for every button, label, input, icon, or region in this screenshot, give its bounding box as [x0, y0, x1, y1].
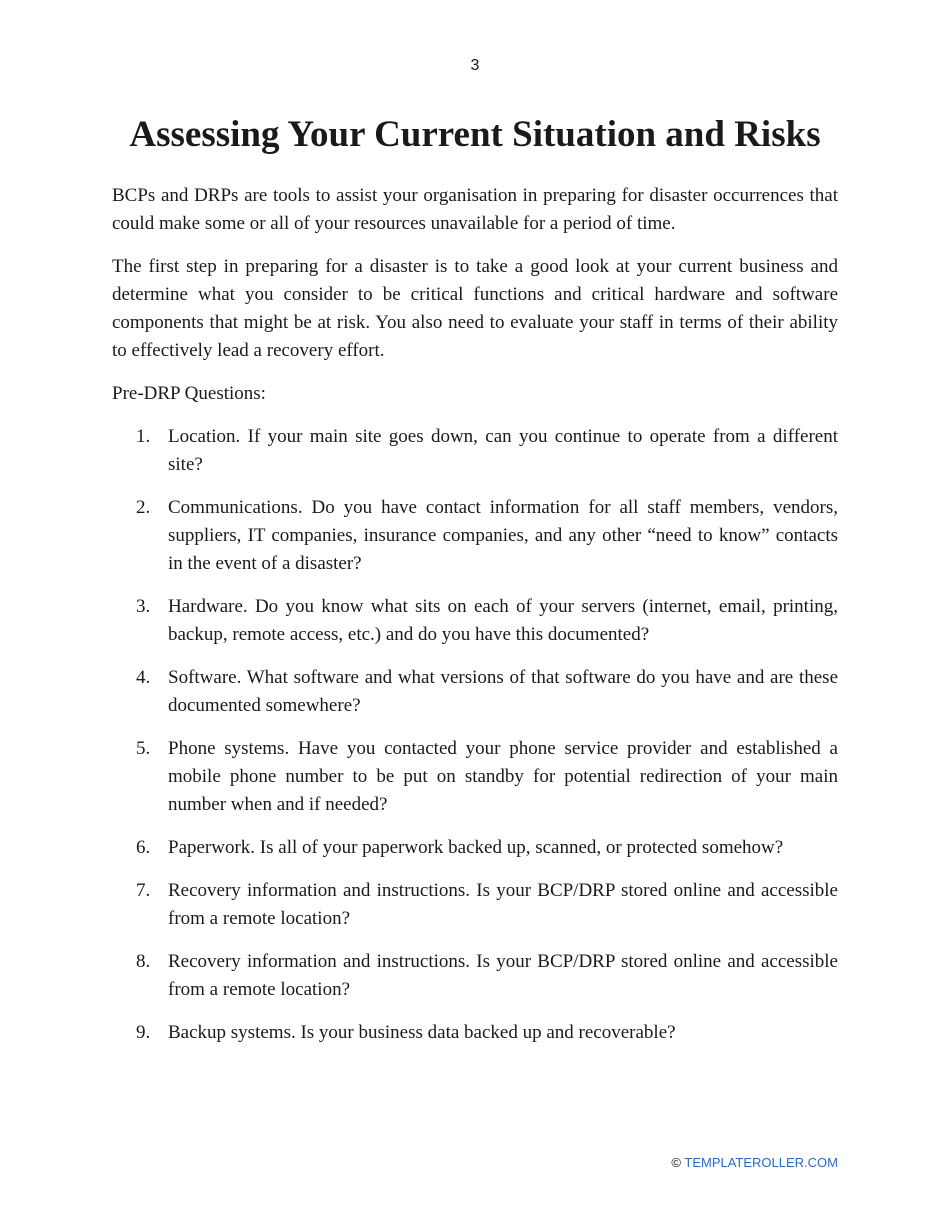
document-body [112, 110, 838, 1062]
list-item [112, 423, 838, 479]
list-item-text: Software. What software and what versions of that software do you have and are these documented somewhere? [168, 667, 838, 716]
list-item-number: 6. [136, 837, 151, 858]
list-item [112, 593, 838, 649]
list-item-number: 4. [136, 667, 151, 688]
list-item [112, 1019, 838, 1047]
list-item-number: 1. [136, 426, 151, 447]
list-item-number: 5. [136, 738, 151, 759]
list-item-text: Hardware. Do you know what sits on each of your servers (internet, email, printing, backup, remote access, etc.) and do you have this documented? [168, 596, 838, 645]
list-item [112, 664, 838, 720]
list-item-text: Recovery information and instructions. Is your BCP/DRP stored online and accessible from a remote location? [168, 951, 838, 1000]
intro-paragraph: BCPs and DRPs are tools to assist your organisation in preparing for disaster occurrences that could make some or all of your resources unavailable for a period of time. [112, 185, 838, 234]
list-item [112, 494, 838, 578]
list-item [112, 735, 838, 819]
list-item-text: Location. If your main site goes down, can you continue to operate from a different site? [168, 426, 838, 475]
list-item-number: 7. [136, 880, 151, 901]
page-title: Assessing Your Current Situation and Risks [129, 114, 821, 155]
list-item-text: Phone systems. Have you contacted your phone service provider and established a mobile phone number to be put on standby for potential redirection of your main number when and if needed? [168, 738, 838, 815]
list-item [112, 877, 838, 933]
list-item-number: 8. [136, 951, 151, 972]
list-item-number: 3. [136, 596, 151, 617]
first-step-paragraph: The first step in preparing for a disaster is to take a good look at your current business and determine what you consider to be critical functions and critical hardware and software components that might be at risk. You also need to evaluate your staff in terms of their ability to effectively lead a recovery effort. [112, 256, 838, 361]
footer-credit [671, 1155, 838, 1171]
list-item [112, 834, 838, 862]
list-item-text: Backup systems. Is your business data backed up and recoverable? [168, 1022, 676, 1043]
list-item-text: Communications. Do you have contact information for all staff members, vendors, suppliers, IT companies, insurance companies, and any other “need to know” contacts in the event of a disaster? [168, 497, 838, 574]
list-item-text: Paperwork. Is all of your paperwork backed up, scanned, or protected somehow? [168, 837, 784, 858]
list-item-number: 9. [136, 1022, 151, 1043]
page-number: 3 [470, 57, 480, 74]
list-item [112, 948, 838, 1004]
list-item-number: 2. [136, 497, 151, 518]
questions-list [112, 423, 838, 1047]
questions-label: Pre-DRP Questions: [112, 383, 266, 404]
list-item-text: Recovery information and instructions. Is your BCP/DRP stored online and accessible from a remote location? [168, 880, 838, 929]
templateroller-link[interactable]: TEMPLATEROLLER.COM [684, 1155, 838, 1170]
copyright-symbol: © [671, 1155, 681, 1170]
